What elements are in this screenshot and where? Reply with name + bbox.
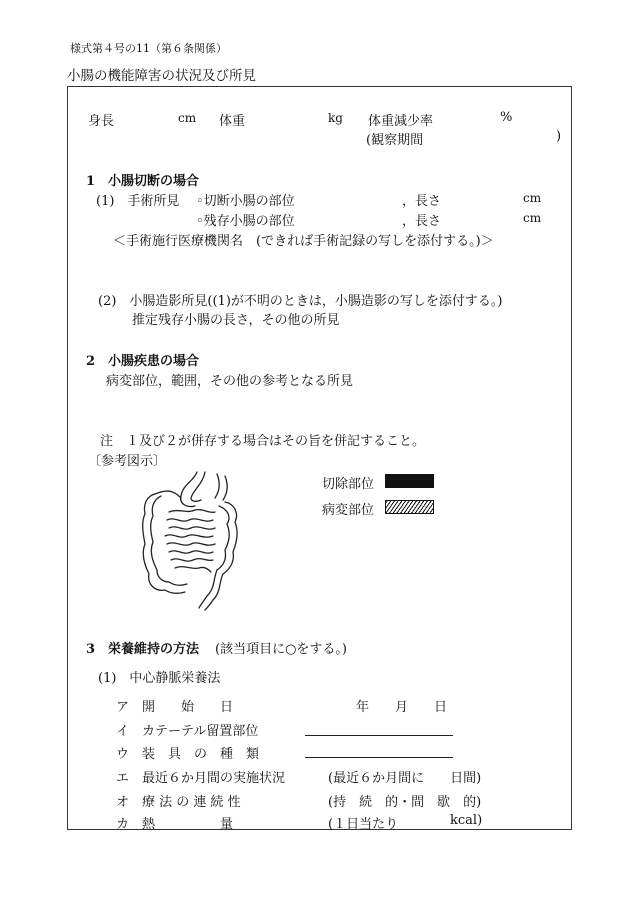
section3-heading: 3 栄養維持の方法	[86, 642, 200, 657]
device-type-field[interactable]	[305, 757, 453, 758]
recent-status-value: (最近６か月間に 日間)	[328, 771, 482, 786]
observation-period-open: (観察期間	[366, 133, 424, 148]
recent-status-label: 最近６か月間の実施状況	[142, 771, 286, 786]
row-mark: ウ	[116, 747, 130, 762]
weight-unit: kg	[328, 111, 343, 125]
central-venous-nutrition-label: (1) 中心静脈栄養法	[98, 671, 221, 686]
start-date-value: 年 月 日	[356, 700, 448, 715]
observation-period-close: )	[556, 129, 562, 144]
small-intestine-illustration	[135, 462, 245, 612]
contrast-findings-detail: 推定残存小腸の長さ，その他の所見	[132, 313, 340, 328]
surgical-findings-label: (1) 手術所見	[96, 194, 180, 209]
row-mark: エ	[116, 771, 130, 786]
remaining-length-unit: cm	[523, 211, 542, 225]
document-title: 小腸の機能障害の状況及び所見	[67, 68, 256, 84]
hospital-note: ＜手術施行医療機関名 (できれば手術記録の写しを添付する。)＞	[113, 234, 494, 249]
calories-unit: kcal)	[450, 813, 483, 828]
legend-lesion-label: 病変部位	[322, 503, 375, 518]
calories-label: 熱 量	[142, 817, 234, 832]
weight-label: 体重	[219, 114, 246, 129]
weight-loss-label: 体重減少率	[368, 114, 434, 129]
section3-heading-note: (該当項目に○をする。)	[215, 642, 347, 657]
row-mark: ア	[116, 700, 130, 715]
catheter-site-field[interactable]	[305, 735, 453, 736]
weight-loss-unit: %	[500, 110, 513, 125]
remaining-length-label: ，長さ	[402, 214, 442, 229]
height-label: 身長	[88, 114, 115, 129]
height-unit: cm	[178, 111, 197, 125]
note-text: 注 １及び２が併存する場合はその旨を併記すること。	[100, 434, 426, 449]
calories-value: (１日当たり	[328, 817, 399, 832]
legend-resection-swatch	[385, 474, 434, 488]
legend-lesion-swatch	[385, 500, 434, 514]
therapy-continuity-value: (持 続 的・間 歇 的)	[328, 795, 482, 810]
device-type-label: 装 具 の 種 類	[142, 747, 260, 762]
resected-part-label: ◦切断小腸の部位	[196, 194, 295, 209]
catheter-site-label: カテーテル留置部位	[142, 724, 259, 739]
row-mark: カ	[116, 817, 130, 832]
section1-heading: 1 小腸切断の場合	[86, 174, 200, 189]
row-mark: イ	[116, 724, 130, 739]
section2-detail: 病変部位，範囲，その他の参考となる所見	[106, 374, 354, 389]
remaining-part-label: ◦残存小腸の部位	[196, 214, 295, 229]
section2-heading: 2 小腸疾患の場合	[86, 354, 200, 369]
resected-length-unit: cm	[523, 191, 542, 205]
form-number: 様式第４号の11（第６条関係）	[70, 42, 227, 55]
legend-resection-label: 切除部位	[322, 477, 375, 492]
row-mark: オ	[116, 795, 130, 810]
contrast-findings-label: (2) 小腸造影所見((1)が不明のときは，小腸造影の写しを添付する。)	[98, 294, 503, 309]
therapy-continuity-label: 療 法 の 連 続 性	[142, 795, 241, 810]
start-date-label: 開 始 日	[142, 700, 234, 715]
reference-figure-label: 〔参考図示〕	[88, 454, 167, 469]
resected-length-label: ，長さ	[402, 194, 442, 209]
